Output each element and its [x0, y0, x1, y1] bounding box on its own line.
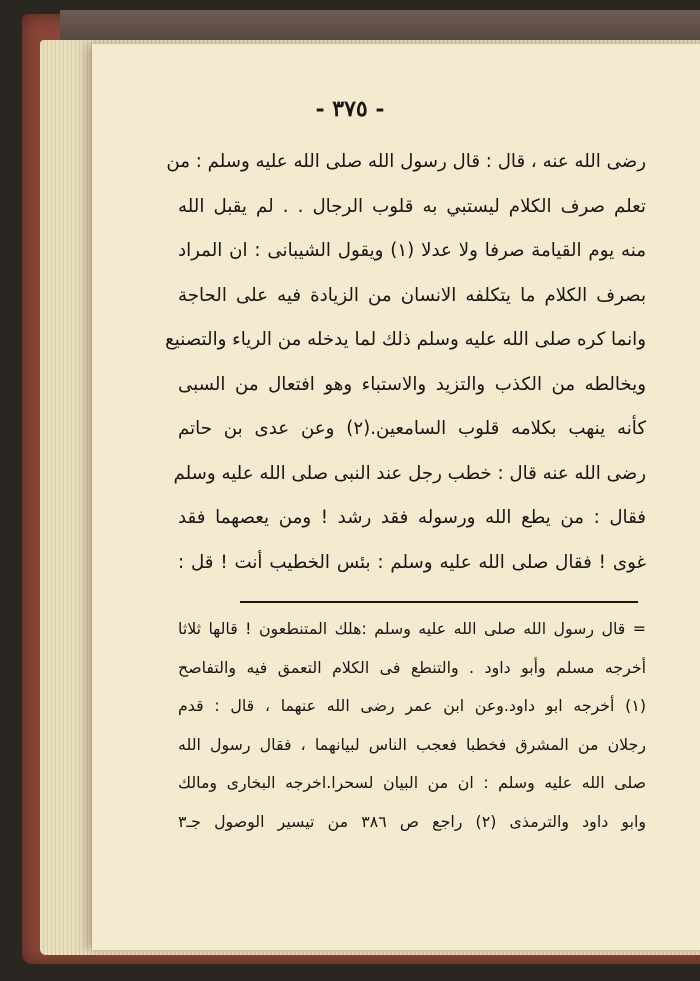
body-line: فقال : من يطع الله ورسوله فقد رشد ! ومن يعصهما فقد [178, 507, 646, 528]
footnotes [178, 610, 646, 841]
footnote-line: وابو داود والترمذى (٢) راجع ص ٣٨٦ من تيسير الوصول جـ٣ [178, 811, 646, 831]
body-line: رضى الله عنه ، قال : قال رسول الله صلى الله عليه وسلم : من [166, 151, 646, 172]
body-line: بصرف الكلام ما يتكلفه الانسان من الزيادة فيه على الحاجة [178, 284, 646, 306]
footnote-line: أخرجه مسلم وأبو داود . والتنطع فى الكلام التعمق فيه والتفاصح [178, 657, 646, 677]
body-line: وانما كره صلى الله عليه وسلم ذلك لما يدخله من الرياء والتصنيع [165, 329, 646, 350]
footnote-line: صلى الله عليه وسلم : ان من البيان لسحرا.اخرجه البخارى ومالك [178, 773, 646, 792]
body-line: غوى ! فقال صلى الله عليه وسلم : بئس الخطيب أنت ! قل : [178, 551, 646, 573]
body-line: كأنه ينهب بكلامه قلوب السامعين.(٢) وعن عدى بن حاتم [178, 418, 646, 439]
body-line: رضى الله عنه قال : خطب رجل عند النبى صلى الله عليه وسلم [173, 462, 646, 484]
footnote-divider [240, 601, 638, 603]
page-number: - ٣٧٥ - [315, 96, 385, 122]
body-text [165, 140, 646, 585]
body-line: ويخالطه من الكذب والتزيد والاستباء وهو افتعال من السبى [178, 373, 646, 395]
body-line: منه يوم القيامة صرفا ولا عدلا (١) ويقول الشيبانى : ان المراد [178, 240, 646, 261]
footnote-line: (١) أخرجه ابو داود.وعن ابن عمر رضى الله عنهما ، قال : قدم [178, 696, 646, 715]
footnote-line: = قال رسول الله صلى الله عليه وسلم :هلك المتنطعون ! قالها ثلاثا [178, 619, 646, 638]
cover-top-edge [60, 10, 700, 44]
footnote-line: رجلان من المشرق فخطبا فعجب الناس لبيانهما ، فقال رسول الله [178, 734, 646, 754]
body-line: تعلم صرف الكلام ليستبي به قلوب الرجال . . لم يقبل الله [178, 195, 646, 217]
